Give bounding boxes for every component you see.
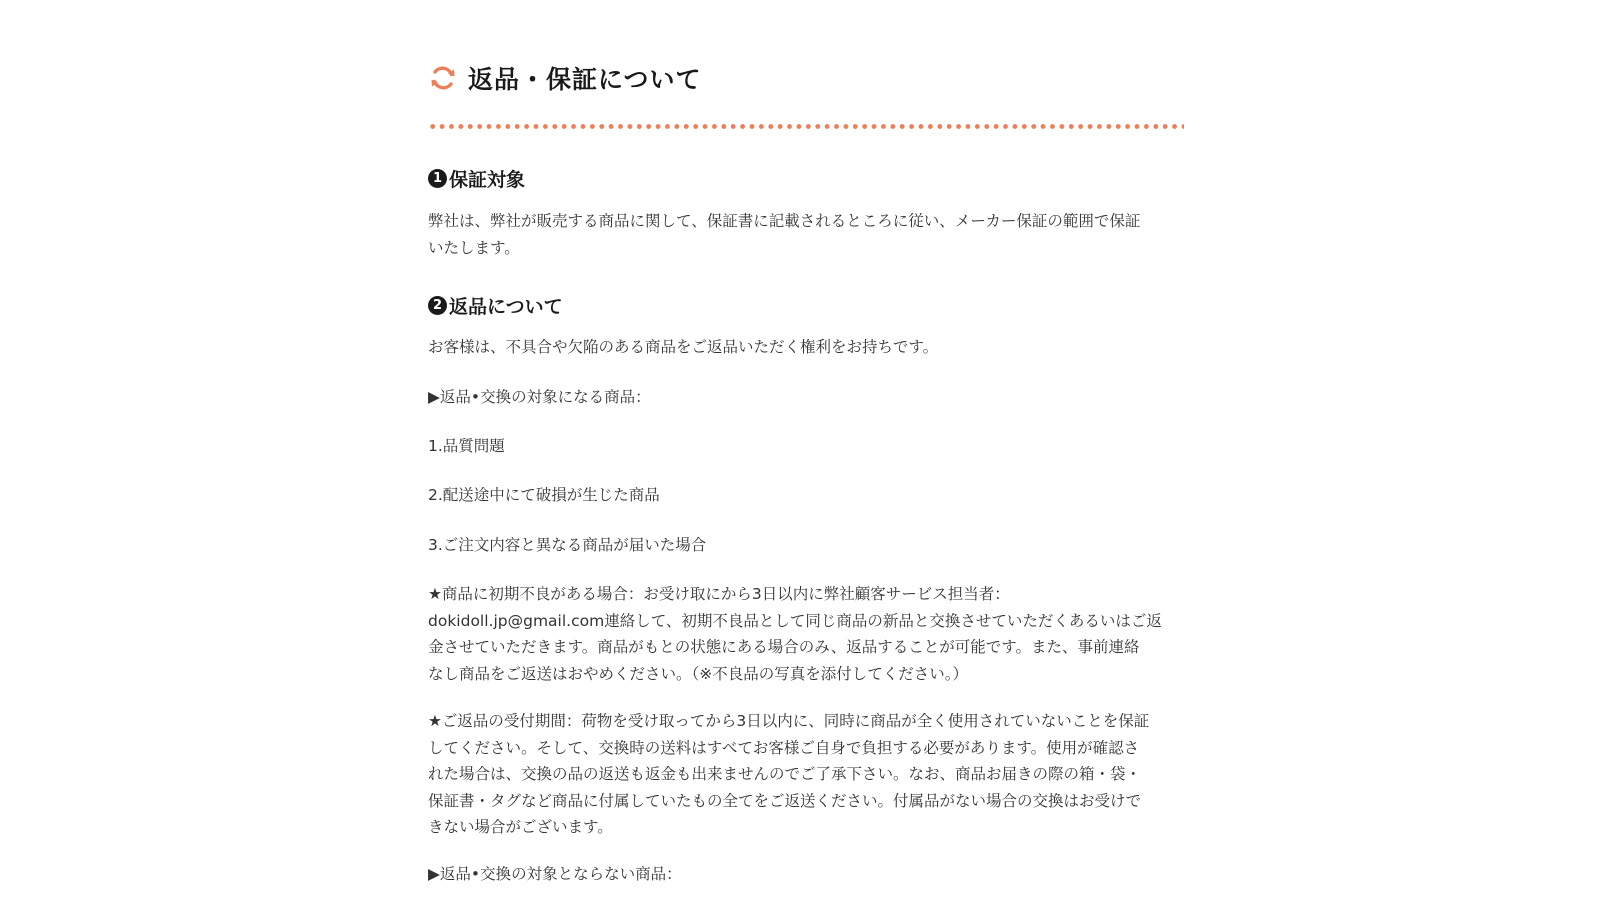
- refresh-icon: [428, 63, 458, 93]
- refresh-icon-svg: [428, 63, 458, 93]
- text-line: なし商品をご返送はおやめください。（※不良品の写真を添付してください。）: [428, 664, 968, 683]
- eligible-title: [428, 384, 1188, 411]
- text-line: 金させていただきます。商品がもとの状態にある場合のみ、返品することが可能です。また、事前連絡: [428, 638, 1140, 656]
- warranty-text: [428, 208, 1188, 261]
- eligible-item: [428, 532, 1188, 559]
- section-heading-returns: [428, 292, 563, 319]
- initial-defect-notice: [428, 581, 1188, 687]
- ineligible-title: [428, 861, 1188, 888]
- section-heading-label: 返品について: [449, 296, 563, 318]
- text-line: 1.品質問題: [428, 437, 505, 455]
- text-line: 2.配送途中にて破損が生じた商品: [428, 486, 660, 504]
- text-line: ▶返品•交換の対象になる商品：: [428, 388, 651, 406]
- number-badge: 1: [428, 169, 447, 188]
- eligible-item: [428, 433, 1188, 460]
- text-line: 弊社は、弊社が販売する商品に関して、保証書に記載されるところに従い、メーカー保証の範囲で保証: [428, 212, 1141, 230]
- eligible-item: [428, 482, 1188, 509]
- text-line: dokidoll.jp@gmail.com連絡して、初期不良品として同じ商品の新品と交換させていただくあるいはご返: [428, 611, 1162, 630]
- section-heading-warranty: [428, 165, 525, 192]
- page-header: [428, 58, 702, 98]
- page-title: 返品・保証について: [468, 65, 702, 94]
- text-line: ★ご返品の受付期間：荷物を受け取ってから3日以内に、同時に商品が全く使用されていないことを保証: [428, 712, 1150, 730]
- text-line: お客様は、不具合や欠陥のある商品をご返品いただく権利をお持ちです。: [428, 338, 939, 356]
- return-period-notice: [428, 708, 1188, 841]
- number-badge: 2: [428, 296, 447, 315]
- text-line: れた場合は、交換の品の返送も返金も出来ませんのでご了承下さい。なお、商品お届きの際の箱・袋・: [428, 765, 1142, 783]
- returns-intro: [428, 334, 1188, 361]
- text-line: 保証書・タグなど商品に付属していたもの全てをご返送ください。付属品がない場合の交換はお受けで: [428, 791, 1142, 810]
- text-line: ★商品に初期不良がある場合：お受け取にから3日以内に弊社顧客サービス担当者：: [428, 585, 1010, 603]
- text-line: ▶返品•交換の対象とならない商品：: [428, 865, 682, 883]
- text-line: きない場合がございます。: [428, 818, 613, 836]
- dotted-divider: [428, 124, 1184, 129]
- text-line: してください。そして、交換時の送料はすべてお客様ご自身で負担する必要があります。使用が確認さ: [428, 738, 1140, 757]
- section-heading-label: 保証対象: [449, 169, 526, 191]
- text-line: いたします。: [428, 238, 520, 257]
- text-line: 3.ご注文内容と異なる商品が届いた場合: [428, 536, 707, 554]
